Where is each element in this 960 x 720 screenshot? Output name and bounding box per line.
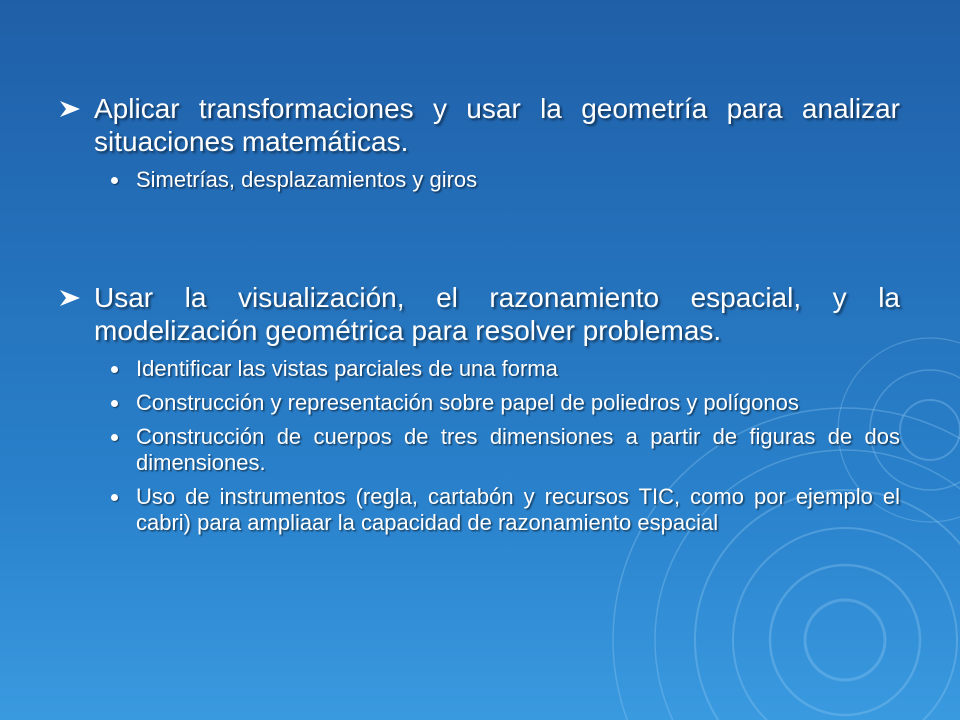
sub-bullet-2-1-text: Identificar las vistas parciales de una forma xyxy=(136,356,558,381)
dot-bullet-icon xyxy=(111,177,118,184)
dot-bullet-icon xyxy=(111,434,118,441)
sub-bullet-2-3-text: Construcción de cuerpos de tres dimensiones a partir de figuras de dos dimensiones. xyxy=(136,424,900,475)
sub-bullet-1-1 xyxy=(60,167,900,193)
sub-bullet-2-2-text: Construcción y representación sobre papel de poliedros y polígonos xyxy=(136,390,799,415)
bullet-heading-2 xyxy=(60,281,900,347)
bullet-heading-2-text: Usar la visualización, el razonamiento espacial, y la modelización geométrica para resolver problemas. xyxy=(94,282,900,346)
sub-bullet-2-4-text: Uso de instrumentos (regla, cartabón y recursos TIC, como por ejemplo el cabri) para ampliaar la capacidad de razonamiento espacial xyxy=(136,484,900,535)
sub-bullet-1-1-text: Simetrías, desplazamientos y giros xyxy=(136,167,478,192)
sub-bullet-2-3 xyxy=(60,424,900,476)
sub-bullet-2-4 xyxy=(60,484,900,536)
dot-bullet-icon xyxy=(111,494,118,501)
bullet-heading-1 xyxy=(60,92,900,158)
dot-bullet-icon xyxy=(111,400,118,407)
arrow-bullet-icon xyxy=(60,101,80,117)
arrow-bullet-icon xyxy=(60,290,80,306)
slide-content xyxy=(60,92,900,536)
sub-bullet-2-1 xyxy=(60,356,900,382)
dot-bullet-icon xyxy=(111,366,118,373)
sub-bullet-2-2 xyxy=(60,390,900,416)
bullet-heading-1-text: Aplicar transformaciones y usar la geometría para analizar situaciones matemáticas. xyxy=(94,93,900,157)
